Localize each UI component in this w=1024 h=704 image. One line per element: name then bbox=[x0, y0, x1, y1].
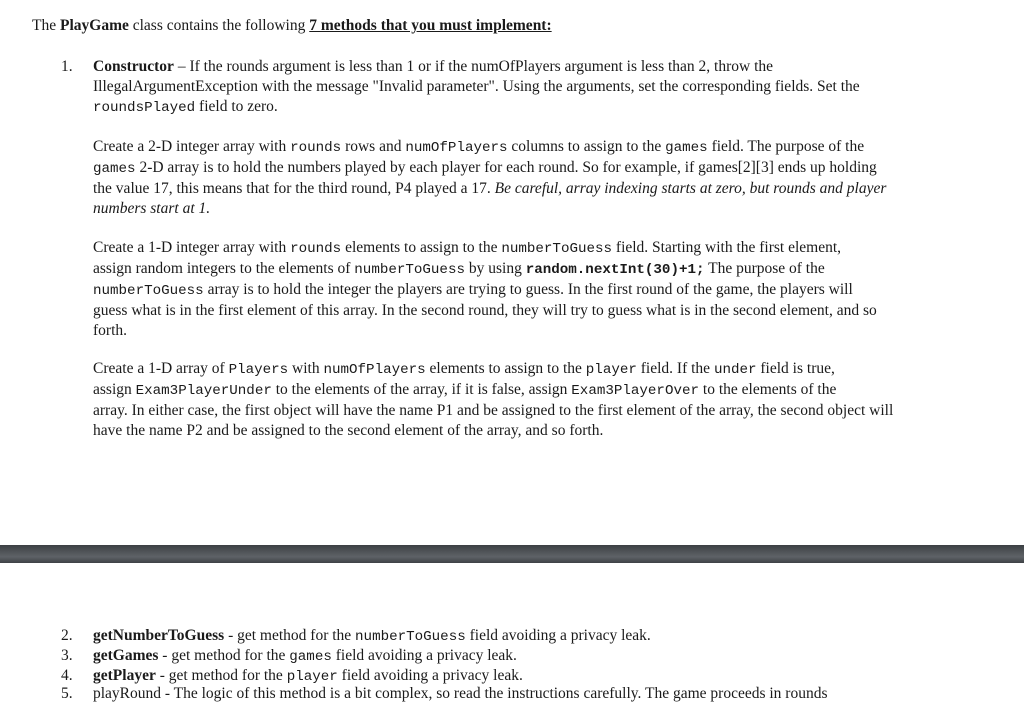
item-1-number: 1. bbox=[61, 58, 73, 75]
get-number-to-guess-title: getNumberToGuess bbox=[93, 627, 225, 644]
p3-text-l2a: assign random integers to the elements of bbox=[93, 260, 355, 277]
player-line-4: have the name P2 and be assigned to the second element of the array, and so forth. bbox=[93, 422, 604, 439]
constructor-title: Constructor bbox=[93, 58, 174, 75]
instructions-page-bottom bbox=[0, 563, 1024, 690]
p4-text-b: with bbox=[288, 360, 324, 377]
item-3-text-a: - get method for the bbox=[158, 647, 290, 664]
p2-text-d: field. The purpose of the bbox=[707, 138, 865, 155]
constructor-line-1 bbox=[93, 57, 1001, 77]
code-under: under bbox=[713, 362, 757, 378]
code-exam3-player-under: Exam3PlayerUnder bbox=[135, 383, 272, 399]
games-line-2 bbox=[93, 158, 1001, 179]
code-number-to-guess-2: numberToGuess bbox=[354, 262, 465, 278]
code-games-item3: games bbox=[289, 649, 332, 665]
player-line-2 bbox=[93, 380, 1001, 401]
constructor-line-3 bbox=[93, 97, 1001, 118]
get-games-title: getGames bbox=[93, 647, 159, 664]
p3-text-b: elements to assign to the bbox=[341, 239, 502, 256]
item-5-number: 5. bbox=[61, 685, 73, 702]
constructor-text-1: – If the rounds argument is less than 1 or if the numOfPlayers argument is less than 2, throw the bbox=[173, 58, 774, 75]
item-4-text-b: field avoiding a privacy leak. bbox=[337, 667, 523, 684]
item-5-clipped-line bbox=[61, 684, 1021, 702]
item-2-text-b: field avoiding a privacy leak. bbox=[465, 627, 651, 644]
intro-prefix: The bbox=[32, 17, 60, 34]
p3-text-c: field. Starting with the first element, bbox=[612, 239, 842, 256]
p3-text-l2b: by using bbox=[464, 260, 526, 277]
ntg-line-2 bbox=[93, 259, 1001, 280]
ntg-line-1 bbox=[93, 238, 1001, 259]
p4-text-c: elements to assign to the bbox=[425, 360, 586, 377]
item-4-text-a: - get method for the bbox=[155, 667, 287, 684]
ntg-line-4: guess what is in the first element of this array. In the second round, they will try to guess what is in the second element, and so bbox=[93, 302, 877, 319]
p4-text-e: field is true, bbox=[756, 360, 835, 377]
code-player: player bbox=[585, 362, 637, 378]
p2-italic-l3: Be careful, array indexing starts at zero, but rounds and player bbox=[494, 180, 887, 197]
games-line-3 bbox=[93, 179, 1001, 199]
p2-text-b: rows and bbox=[341, 138, 406, 155]
player-line-1 bbox=[93, 359, 1001, 380]
ntg-line-3 bbox=[93, 280, 1001, 301]
p4-text-d: field. If the bbox=[636, 360, 714, 377]
item-2-number: 2. bbox=[61, 627, 73, 644]
get-player-title: getPlayer bbox=[93, 667, 156, 684]
games-line-1 bbox=[93, 137, 1001, 158]
class-name: PlayGame bbox=[59, 17, 129, 34]
code-games: games bbox=[665, 140, 708, 156]
item-2-text bbox=[93, 626, 1001, 647]
player-line-3: array. In either case, the first object will have the name P1 and be assigned to the first element of the array, the second object will bbox=[93, 402, 894, 419]
item-3-text-b: field avoiding a privacy leak. bbox=[331, 647, 517, 664]
code-rounds-played: roundsPlayed bbox=[93, 100, 196, 116]
p4-text-l2b: to the elements of the array, if it is false, assign bbox=[271, 381, 572, 398]
p2-text-a: Create a 2-D integer array with bbox=[93, 138, 291, 155]
code-num-of-players-4: numOfPlayers bbox=[323, 362, 426, 378]
item-3-text bbox=[93, 646, 1001, 667]
page-divider-bar bbox=[0, 545, 1024, 563]
p2-text-l3: the value 17, this means that for the third round, P4 played a 17. bbox=[93, 180, 495, 197]
code-num-of-players: numOfPlayers bbox=[405, 140, 508, 156]
p3-text-l3: array is to hold the integer the players are trying to guess. In the first round of the game, the players will bbox=[203, 281, 853, 298]
code-players: Players bbox=[228, 362, 289, 378]
games-line-4: numbers start at 1. bbox=[93, 200, 211, 217]
p4-text-a: Create a 1-D array of bbox=[93, 360, 229, 377]
code-exam3-player-over: Exam3PlayerOver bbox=[571, 383, 700, 399]
item-4-number: 4. bbox=[61, 667, 73, 684]
player-array-paragraph bbox=[93, 359, 1001, 441]
code-games-2: games bbox=[93, 161, 136, 177]
p3-text-l2c: The purpose of the bbox=[704, 260, 825, 277]
intro-middle: class contains the following bbox=[128, 17, 310, 34]
item-3-number: 3. bbox=[61, 647, 73, 664]
code-rounds: rounds bbox=[290, 140, 342, 156]
p2-text-l2: 2-D array is to hold the numbers played by each player for each round. So for example, if games[2][3] ends up holding bbox=[135, 159, 877, 176]
intro-line bbox=[32, 16, 1012, 36]
ntg-line-5: forth. bbox=[93, 322, 128, 339]
code-number-to-guess-item2: numberToGuess bbox=[355, 629, 466, 645]
number-to-guess-paragraph bbox=[93, 238, 1001, 341]
constructor-line-2: IllegalArgumentException with the message "Invalid parameter". Using the arguments, set the corresponding fields. Set the bbox=[93, 78, 860, 95]
constructor-text-3: field to zero. bbox=[195, 98, 278, 115]
p4-text-l2a: assign bbox=[93, 381, 136, 398]
p2-text-c: columns to assign to the bbox=[507, 138, 666, 155]
p3-text-a: Create a 1-D integer array with bbox=[93, 239, 291, 256]
p4-text-l2c: to the elements of the bbox=[699, 381, 837, 398]
code-rounds-3: rounds bbox=[290, 241, 342, 257]
code-number-to-guess: numberToGuess bbox=[501, 241, 613, 257]
code-number-to-guess-3: numberToGuess bbox=[93, 283, 204, 299]
intro-emphasis: 7 methods that you must implement: bbox=[309, 17, 552, 34]
item-5-text: playRound - The logic of this method is a bit complex, so read the instructions carefully. The game proceeds in rounds bbox=[93, 685, 828, 702]
item-1-text bbox=[93, 57, 1001, 118]
games-array-paragraph bbox=[93, 137, 1001, 219]
item-2-text-a: - get method for the bbox=[224, 627, 356, 644]
code-random-next-int: random.nextInt(30)+1; bbox=[525, 262, 705, 278]
code-player-item4: player bbox=[286, 669, 338, 685]
